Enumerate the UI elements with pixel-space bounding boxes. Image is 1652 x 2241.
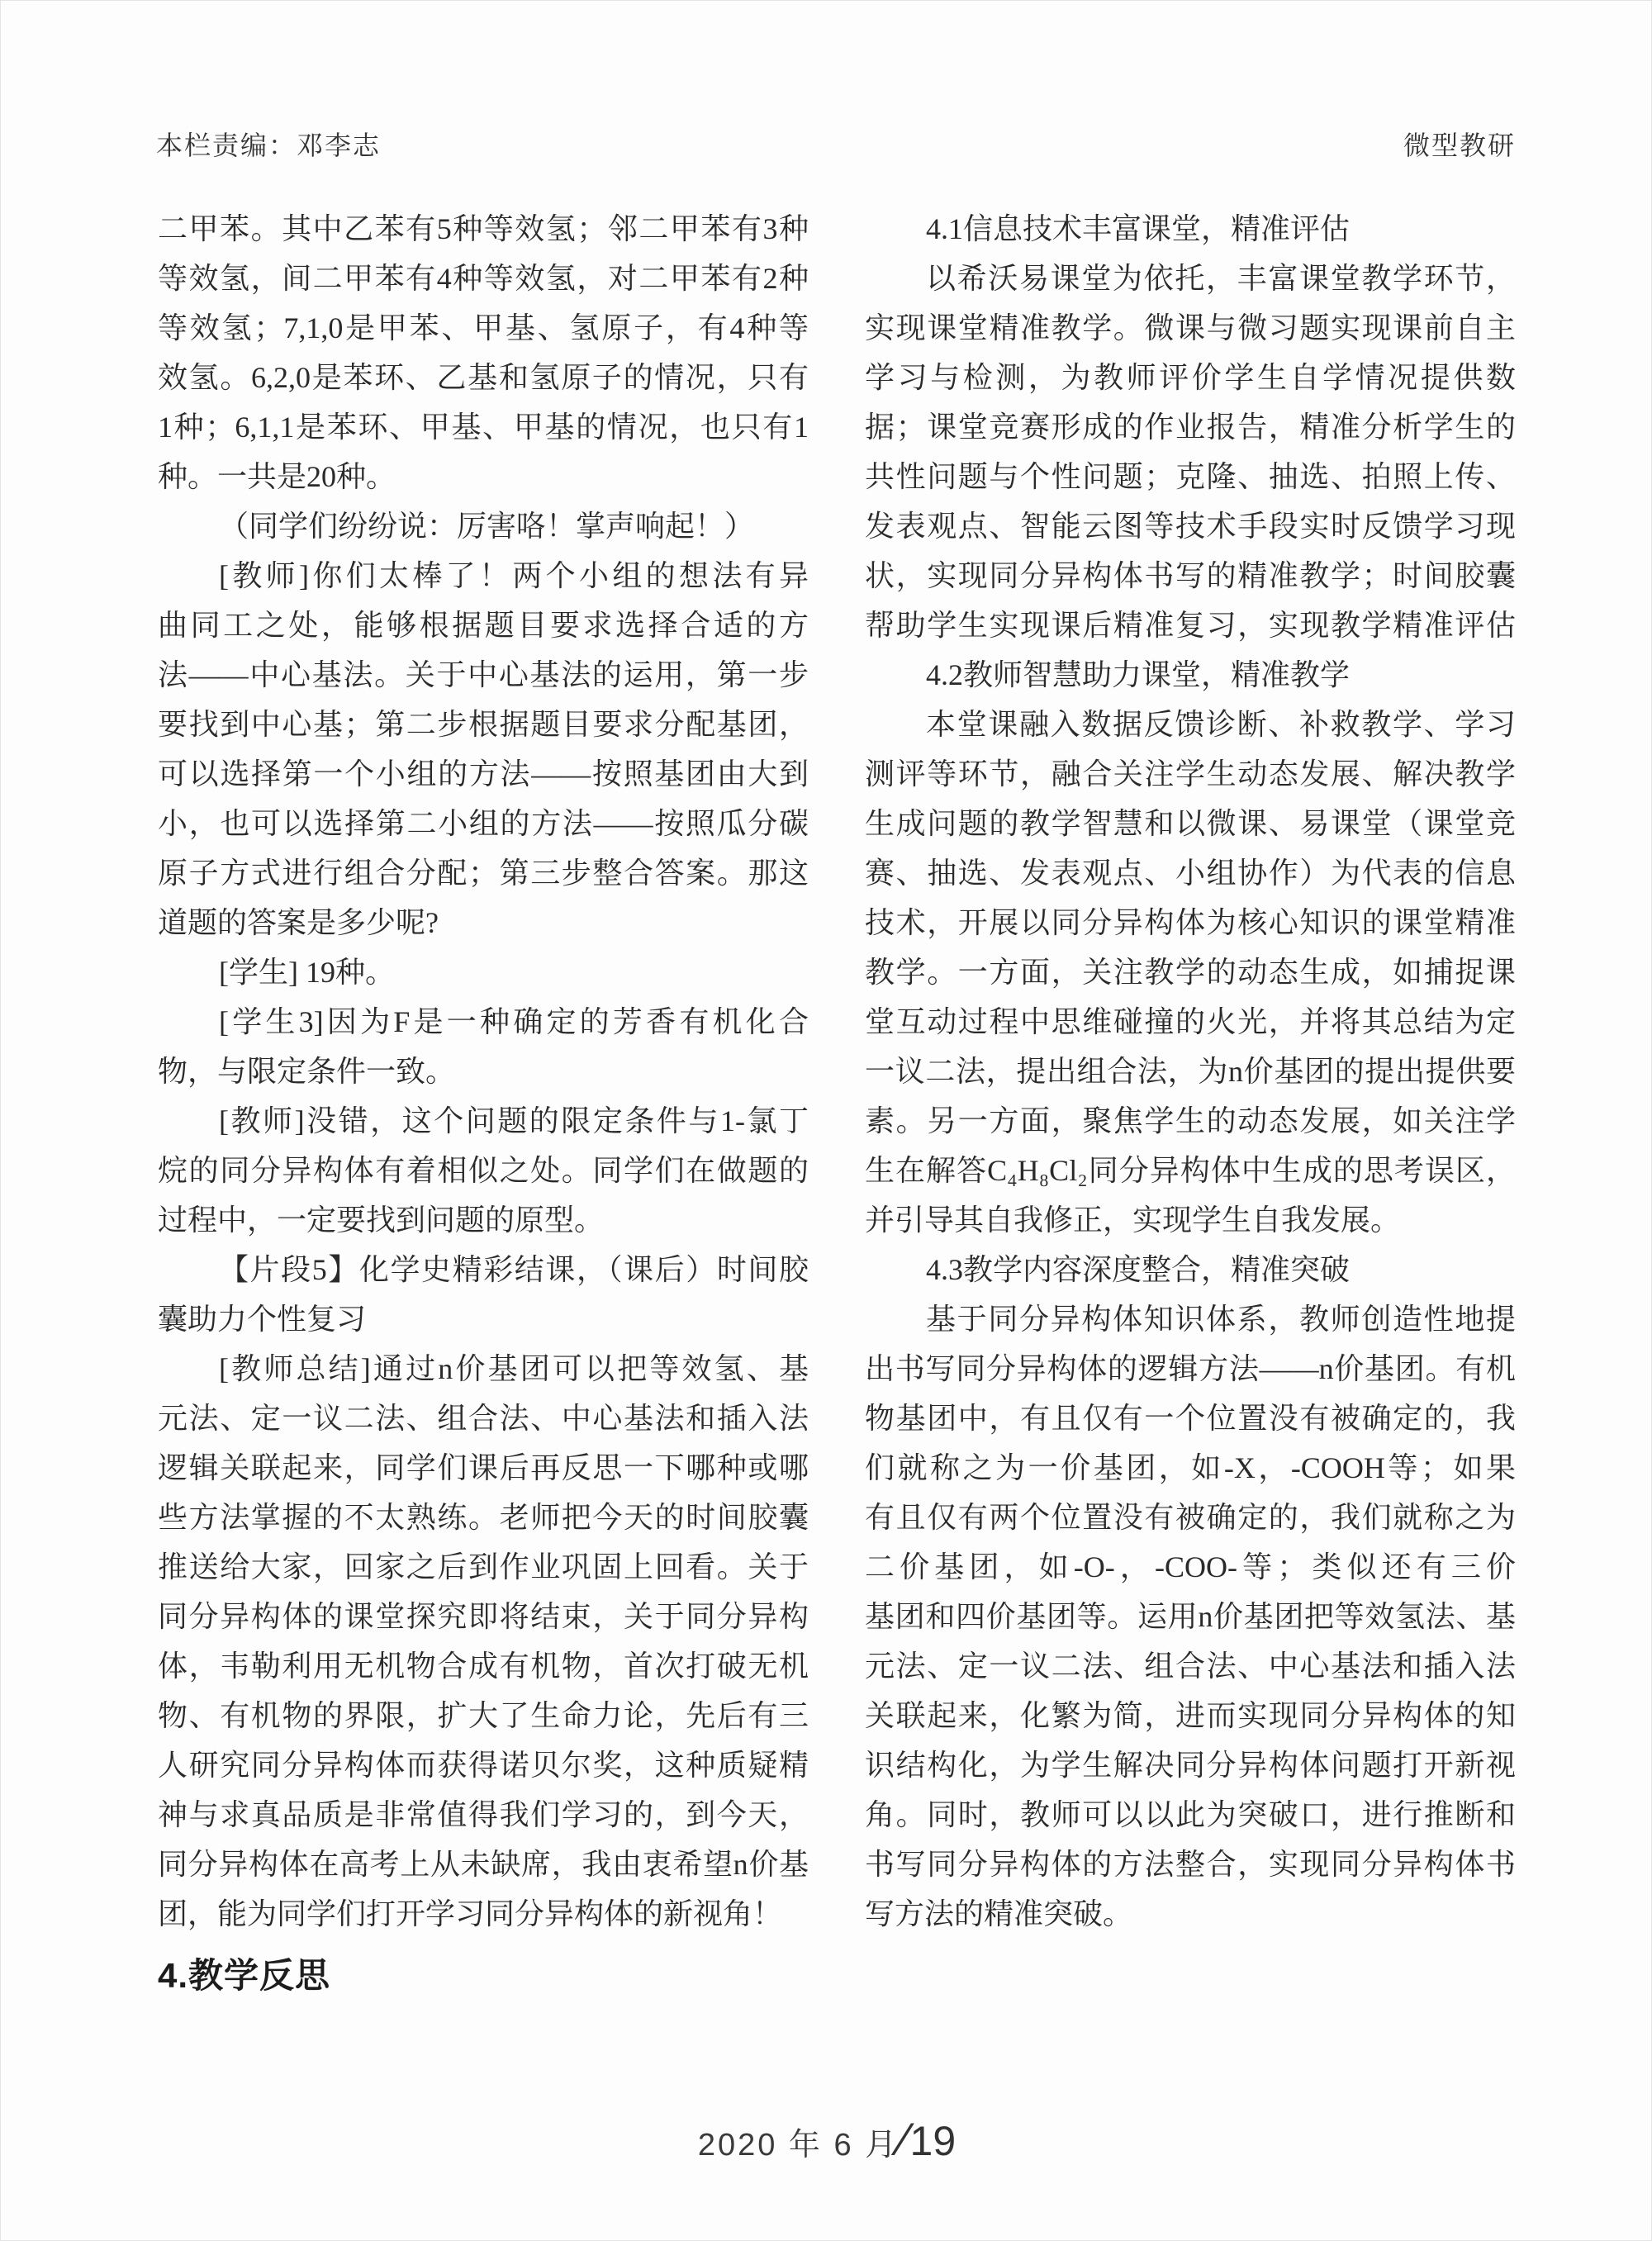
text-line: 种。一共是20种。 — [158, 460, 396, 493]
text-line: 曲同工之处，能够根据题目要求选择合适的方 — [158, 609, 809, 642]
footer-page-number: 19 — [909, 2118, 957, 2164]
text-line: 物，与限定条件一致。 — [158, 1055, 456, 1088]
text-line: 堂互动过程中思维碰撞的火光，并将其总结为定 — [865, 1005, 1516, 1038]
text-line: 二价基团，如-O-，-COO-等；类似还有三价 — [865, 1550, 1516, 1583]
text-line: 实现课堂精准教学。微课与微习题实现课前自主 — [865, 311, 1516, 344]
text-line: 烷的同分异构体有着相似之处。同学们在做题的 — [158, 1154, 809, 1187]
text-line: 共性问题与个性问题；克隆、抽选、拍照上传、 — [865, 460, 1516, 493]
text-line: 同分异构体的课堂探究即将结束，关于同分异构 — [158, 1600, 809, 1633]
text-line: 【片段5】化学史精彩结课，（课后）时间胶 — [219, 1253, 809, 1286]
text-line: 等效氢，间二甲苯有4种等效氢，对二甲苯有2种 — [158, 262, 809, 295]
text-line: 角。同时，教师可以以此为突破口，进行推断和 — [865, 1798, 1516, 1831]
text-line: 技术，开展以同分异构体为核心知识的课堂精准 — [865, 906, 1516, 939]
text-line: 逻辑关联起来，同学们课后再反思一下哪种或哪 — [158, 1451, 809, 1484]
text-line: 过程中，一定要找到问题的原型。 — [158, 1204, 605, 1237]
text-line: 1种；6,1,1是苯环、甲基、甲基的情况，也只有1 — [158, 411, 809, 444]
text-line: 据；课堂竞赛形成的作业报告，精准分析学生的 — [865, 411, 1516, 444]
text-line: 书写同分异构体的方法整合，实现同分异构体书 — [865, 1848, 1516, 1881]
text-line: 道题的答案是多少呢? — [158, 906, 439, 939]
text-line: 并引导其自我修正，实现学生自我发展。 — [865, 1204, 1401, 1237]
text-line: 教学。一方面，关注教学的动态生成，如捕捉课 — [865, 956, 1516, 989]
subsection-heading: 4.3教学内容深度整合，精准突破 — [926, 1253, 1351, 1286]
text-line: 同分异构体在高考上从未缺席，我由衷希望n价基 — [158, 1848, 809, 1881]
text-line: 帮助学生实现课后精准复习，实现教学精准评估 — [865, 609, 1516, 642]
text-line: 测评等环节，融合关注学生动态发展、解决教学 — [865, 757, 1516, 791]
text-line: 赛、抽选、发表观点、小组协作）为代表的信息 — [865, 857, 1516, 890]
text-line: 元法、定一议二法、组合法、中心基法和插入法 — [158, 1402, 809, 1435]
text-line: 物、有机物的界限，扩大了生命力论，先后有三 — [158, 1699, 809, 1732]
text-line: 效氢。6,2,0是苯环、乙基和氢原子的情况，只有 — [158, 361, 809, 394]
subsection-heading: 4.1信息技术丰富课堂，精准评估 — [926, 212, 1351, 245]
text-line: 二甲苯。其中乙苯有5种等效氢；邻二甲苯有3种 — [158, 212, 809, 245]
text-line: 生在解答C₄H₈Cl₂同分异构体中生成的思考误区， — [865, 1154, 1516, 1187]
text-line: 状，实现同分异构体书写的精准教学；时间胶囊 — [865, 559, 1516, 592]
text-line: 原子方式进行组合分配；第三步整合答案。那这 — [158, 857, 809, 890]
text-line: 基于同分异构体知识体系，教师创造性地提 — [926, 1303, 1516, 1336]
text-line: 些方法掌握的不太熟练。老师把今天的时间胶囊 — [158, 1501, 809, 1534]
text-line: 有且仅有两个位置没有被确定的，我们就称之为 — [865, 1501, 1516, 1534]
text-line: 要找到中心基；第二步根据题目要求分配基团， — [158, 708, 809, 741]
text-line: [教师]你们太棒了！两个小组的想法有异 — [219, 559, 809, 592]
text-line: 人研究同分异构体而获得诺贝尔奖，这种质疑精 — [158, 1749, 809, 1782]
text-line: 发表观点、智能云图等技术手段实时反馈学习现 — [865, 510, 1516, 543]
text-line: 一议二法，提出组合法，为n价基团的提出提供要 — [865, 1055, 1516, 1088]
text-line: 体，韦勒利用无机物合成有机物，首次打破无机 — [158, 1650, 809, 1683]
text-line: 物基团中，有且仅有一个位置没有被确定的，我 — [865, 1402, 1516, 1435]
text-line: 可以选择第一个小组的方法——按照基团由大到 — [158, 757, 809, 791]
subsection-heading: 4.2教师智慧助力课堂，精准教学 — [926, 658, 1351, 691]
text-line: 团，能为同学们打开学习同分异构体的新视角！ — [158, 1897, 783, 1930]
text-line: 学习与检测，为教师评价学生自学情况提供数 — [865, 361, 1516, 394]
header-column-editor: 本栏责编：邓李志 — [156, 131, 382, 160]
text-line: 神与求真品质是非常值得我们学习的，到今天， — [158, 1798, 809, 1831]
text-line: 推送给大家，回家之后到作业巩固上回看。关于 — [158, 1550, 809, 1583]
text-line: 以希沃易课堂为依托，丰富课堂教学环节， — [926, 262, 1516, 295]
text-line: [教师总结]通过n价基团可以把等效氢、基 — [219, 1352, 809, 1385]
text-line: 小，也可以选择第二小组的方法——按照瓜分碳 — [158, 807, 809, 840]
text-line: （同学们纷纷说：厉害咯！掌声响起！） — [219, 510, 755, 543]
text-line: 本堂课融入数据反馈诊断、补救教学、学习 — [926, 708, 1516, 741]
page-footer — [1, 2112, 1652, 2166]
header-section-title: 微型教研 — [1403, 131, 1516, 160]
text-line: 关联起来，化繁为简，进而实现同分异构体的知 — [865, 1699, 1516, 1732]
text-line: 写方法的精准突破。 — [865, 1897, 1133, 1930]
section-heading: 4.教学反思 — [158, 1956, 331, 1995]
text-line: 出书写同分异构体的逻辑方法——n价基团。有机 — [865, 1352, 1516, 1385]
footer-slash-icon: ∕ — [900, 2113, 909, 2165]
page-header — [156, 125, 1516, 163]
right-column — [865, 204, 1516, 1939]
footer-date: 2020 年 6 月 — [697, 2128, 900, 2163]
text-line: 们就称之为一价基团，如-X，-COOH等；如果 — [865, 1451, 1516, 1484]
left-column — [158, 204, 809, 1939]
text-line: 生成问题的教学智慧和以微课、易课堂（课堂竞 — [865, 807, 1516, 840]
text-line: [学生] 19种。 — [219, 956, 395, 989]
text-line: 元法、定一议二法、组合法、中心基法和插入法 — [865, 1650, 1516, 1683]
text-line: 法——中心基法。关于中心基法的运用，第一步 — [158, 658, 809, 691]
text-line: [教师]没错，这个问题的限定条件与1-氯丁 — [219, 1104, 809, 1137]
text-line: 素。另一方面，聚焦学生的动态发展，如关注学 — [865, 1104, 1516, 1137]
text-line: 基团和四价基团等。运用n价基团把等效氢法、基 — [865, 1600, 1516, 1633]
text-line: [学生3]因为F是一种确定的芳香有机化合 — [219, 1005, 809, 1038]
text-line: 等效氢；7,1,0是甲苯、甲基、氢原子，有4种等 — [158, 311, 809, 344]
text-line: 识结构化，为学生解决同分异构体问题打开新视 — [865, 1749, 1516, 1782]
text-line: 囊助力个性复习 — [158, 1303, 367, 1336]
